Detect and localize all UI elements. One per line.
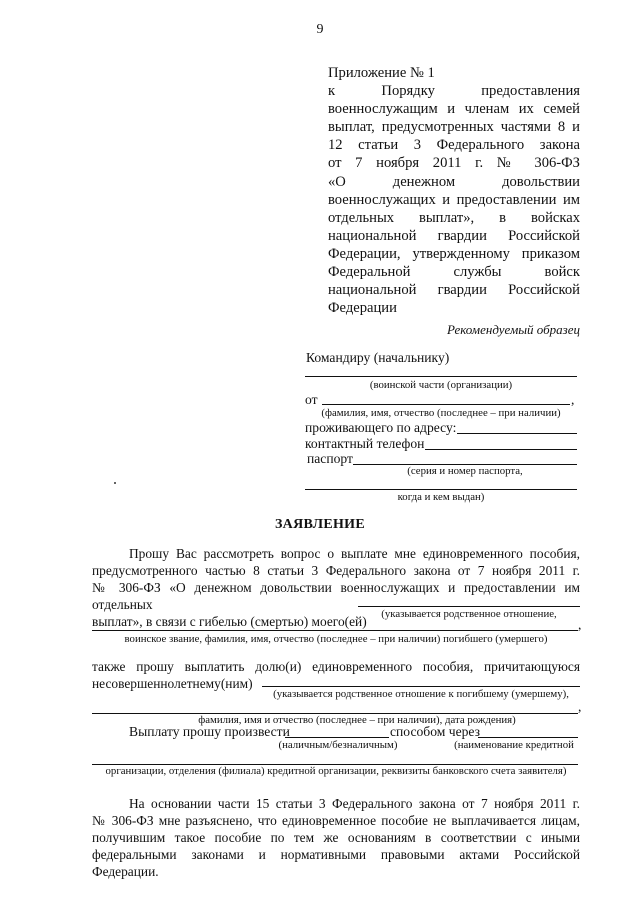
appendix-line: Федерации, утвержденному приказом <box>328 245 580 262</box>
relation-line[interactable] <box>358 606 580 607</box>
relation-caption: (указывается родственное отношение, <box>381 608 557 620</box>
address-label: проживающего по адресу: <box>305 420 457 435</box>
unit-caption: (воинской части (организации) <box>369 379 513 391</box>
minor-fio-caption: фамилия, имя и отчество (последнее – при наличии), дата рождения) <box>198 714 516 726</box>
paragraph-line: На основании части 15 статьи 3 Федерального закона от 7 ноября 2011 г. <box>129 796 580 811</box>
rank-caption: воинское звание, фамилия, имя, отчество (последнее – при наличии) погибшего (умершего) <box>124 633 548 645</box>
paragraph-line: выплат», в связи с гибелью (смертью) моего(ей) <box>92 614 367 629</box>
appendix-line: отдельных выплат», в войсках <box>328 209 580 226</box>
paragraph-line: № 306-ФЗ «О денежном довольствии военнослужащих и предоставлении им отдельных <box>92 580 580 612</box>
minor-fio-comma: , <box>578 699 582 714</box>
deceased-comma: , <box>578 617 582 632</box>
paragraph-line: получившим такое пособие по тем же основаниям в соответствии с иными <box>92 830 580 845</box>
appendix-line: Федерации <box>328 300 397 317</box>
from-label: от <box>305 392 318 407</box>
paragraph-line: федеральными законами и нормативными правовыми актами Российской Федерации. <box>92 847 580 879</box>
issued-line[interactable] <box>305 489 577 490</box>
appendix-header <box>328 64 580 317</box>
payment-label: Выплату прошу произвести <box>129 724 290 739</box>
appendix-line: к Порядку предоставления <box>328 83 580 100</box>
issued-caption: когда и кем выдан) <box>397 491 485 503</box>
payment-method-caption: (наличным/безналичным) <box>278 739 398 751</box>
paragraph-explanation <box>92 795 580 880</box>
minor-relation-caption: (указывается родственное отношение к погибшему (умершему), <box>273 688 569 700</box>
appendix-line: национальной гвардии Российской <box>328 227 580 244</box>
appendix-line: от 7 ноября 2011 г. № 306-ФЗ <box>328 155 580 172</box>
paragraph-line: предусмотренного частью 8 статьи 3 Федерального закона от 7 ноября 2011 г. <box>92 563 580 578</box>
from-line[interactable] <box>322 404 570 405</box>
payment-bank-line[interactable] <box>478 737 578 738</box>
payment-method-line[interactable] <box>285 737 389 738</box>
phone-line[interactable] <box>425 449 577 450</box>
page-number: 9 <box>316 22 324 37</box>
deceased-line[interactable] <box>92 630 578 631</box>
paragraph-line: также прошу выплатить долю(и) единовременного пособия, причитающуюся <box>92 659 580 674</box>
recommended-sample-label: Рекомендуемый образец <box>446 322 580 337</box>
payment-bank-caption: (наименование кредитной <box>454 739 574 751</box>
payment-through-label: способом через <box>390 724 480 739</box>
unit-line[interactable] <box>305 376 577 377</box>
phone-label: контактный телефон <box>305 436 425 451</box>
appendix-line: выплат, предусмотренных частями 8 и <box>328 119 580 136</box>
passport-caption: (серия и номер паспорта, <box>407 465 523 477</box>
from-comma: , <box>571 392 575 407</box>
fio-caption: (фамилия, имя, отчество (последнее – при наличии) <box>321 407 561 419</box>
passport-label: паспорт <box>307 451 353 466</box>
addressee-label: Командиру (начальнику) <box>306 350 450 365</box>
paragraph-line: несовершеннолетнему(ним) <box>92 676 253 691</box>
appendix-line: «О денежном довольствии <box>328 173 580 190</box>
appendix-line: военнослужащим и членам их семей <box>328 101 580 118</box>
paragraph-line: Прошу Вас рассмотреть вопрос о выплате мне единовременного пособия, <box>129 546 580 561</box>
appendix-line: 12 статьи 3 Федерального закона <box>328 137 580 154</box>
bank-details-caption: организации, отделения (филиала) кредитной организации, реквизиты банковского счета заявителя) <box>105 765 567 777</box>
document-title: ЗАЯВЛЕНИЕ <box>274 517 365 532</box>
scan-speck <box>114 482 116 484</box>
appendix-line: военнослужащих и предоставлении им <box>328 191 580 208</box>
appendix-line: Федеральной службы войск <box>328 264 580 281</box>
appendix-line: национальной гвардии Российской <box>328 282 580 299</box>
minor-relation-line[interactable] <box>262 686 580 687</box>
appendix-line: Приложение № 1 <box>328 65 435 81</box>
address-line[interactable] <box>457 433 577 434</box>
paragraph-line: № 306-ФЗ мне разъяснено, что единовременное пособие не выплачивается лицам, <box>92 813 580 828</box>
